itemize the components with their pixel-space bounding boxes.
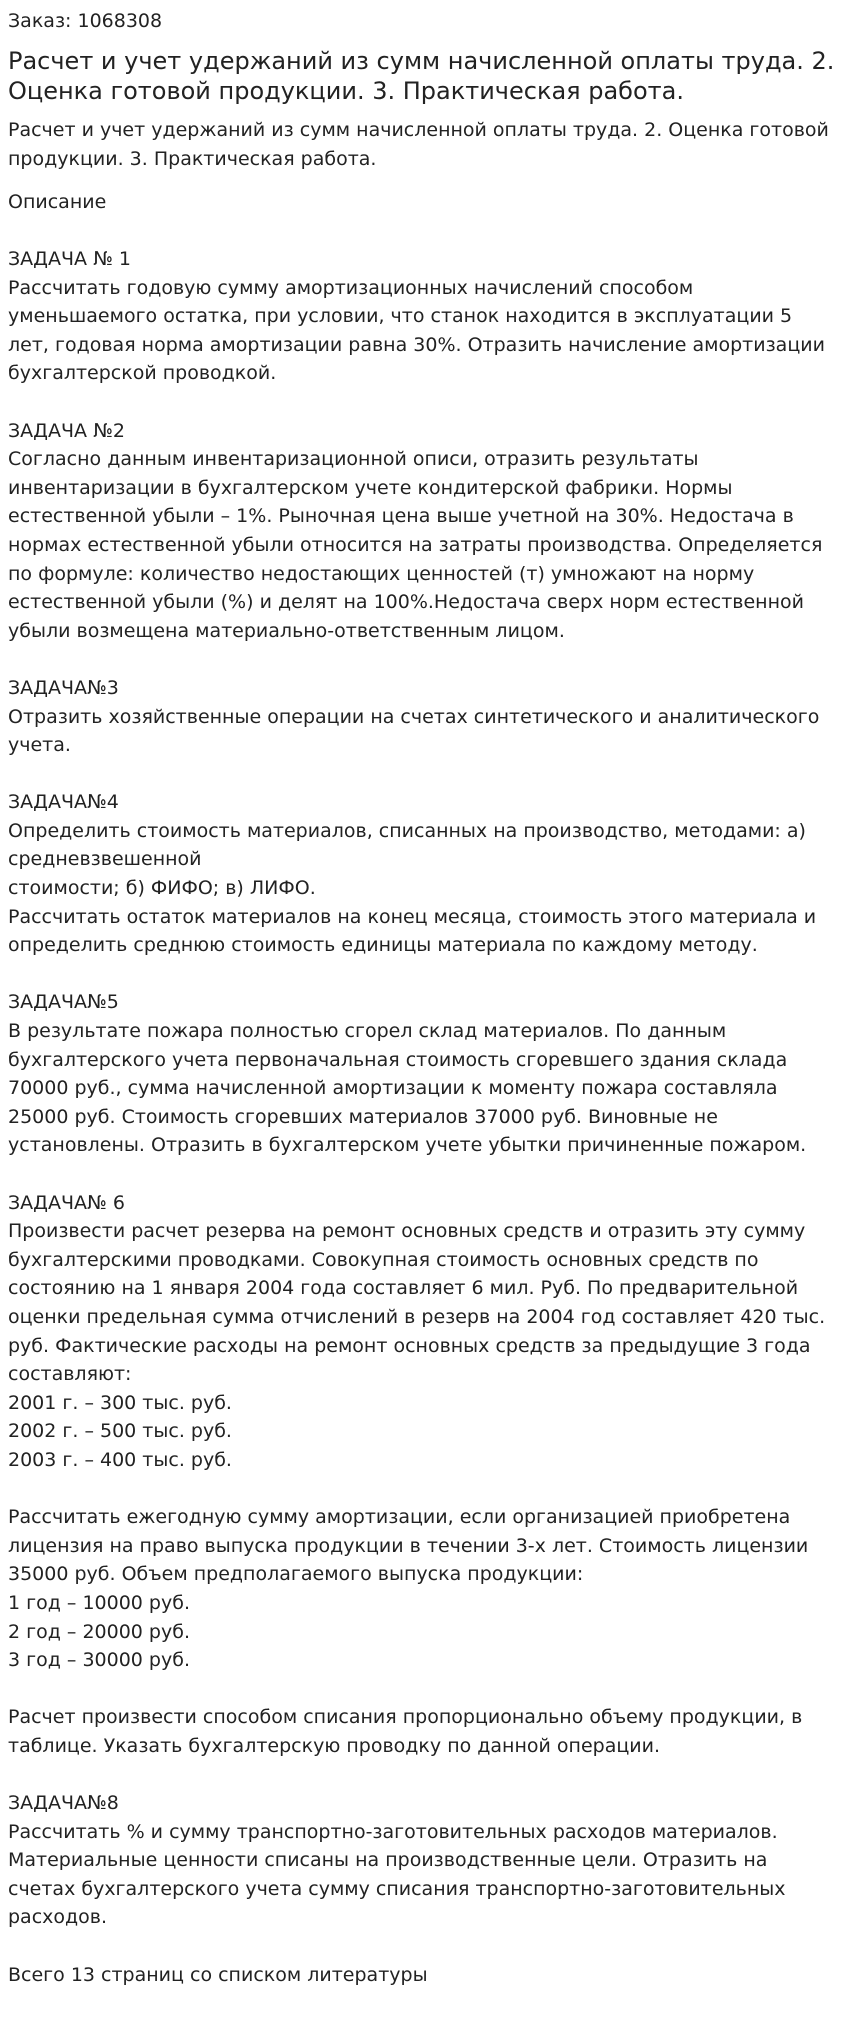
- page-title: Расчет и учет удержаний из сумм начисленной оплаты труда. 2. Оценка готовой продукции. 3. Практическая работа.: [8, 47, 835, 105]
- description-body: ЗАДАЧА № 1 Рассчитать годовую сумму амортизационных начислений способом уменьшаемого остатка, при условии, что станок находится в эксплуатации 5 лет, годовая норма амортизации равна 30%. Отразить начисление амортизации бухгалтерской проводкой. ЗАДАЧА №2 Согласно данным инвентаризационной описи, отразить результаты инвентаризации в бухгалтерском учете кондитерской фабрики. Нормы естественной убыли – 1%. Рыночная цена выше учетной на 30%. Недостача в нормах естественной убыли относится на затраты производства. Определяется по формуле: количество недостающих ценностей (т) умножают на норму естественной убыли (%) и делят на 100%.Недостача сверх норм естественной убыли возмещена материально-ответственным лицом. ЗАДАЧА№3 Отразить хозяйственные операции на счетах синтетического и аналитического учета. ЗАДАЧА№4 Определить стоимость материалов, списанных на производство, методами: а) средневзвешенной стоимости; б) ФИФО; в) ЛИФО. Рассчитать остаток материалов на конец месяца, стоимость этого материала и определить среднюю стоимость единицы материала по каждому методу. ЗАДАЧА№5 В результате пожара полностью сгорел склад материалов. По данным бухгалтерского учета первоначальная стоимость сгоревшего здания склада 70000 руб., сумма начисленной амортизации к моменту пожара составляла 25000 руб. Стоимость сгоревших материалов 37000 руб. Виновные не установлены. Отразить в бухгалтерском учете убытки причиненные пожаром. ЗАДАЧА№ 6 Произвести расчет резерва на ремонт основных средств и отразить эту сумму бухгалтерскими проводками. Совокупная стоимость основных средств по состоянию на 1 января 2004 года составляет 6 мил. Руб. По предварительной оценки предельная сумма отчислений в резерв на 2004 год составляет 420 тыс. руб. Фактические расходы на ремонт основных средств за предыдущие 3 года составляют: 2001 г. – 300 тыс. руб. 2002 г. – 500 тыс. руб. 2003 г. – 400 тыс. руб. Рассчитать ежегодную сумму амортизации, если организацией приобретена лицензия на право выпуска продукции в течении 3-х лет. Стоимость лицензии 35000 руб. Объем предполагаемого выпуска продукции: 1 год – 10000 руб. 2 год – 20000 руб. 3 год – 30000 руб. Расчет произвести способом списания пропорционально объему продукции, в таблице. Указать бухгалтерскую проводку по данной операции. ЗАДАЧА№8 Рассчитать % и сумму транспортно-заготовительных расходов материалов. Материальные ценности списаны на производственные цели. Отразить на счетах бухгалтерского учета сумму списания транспортно-заготовительных расходов. Всего 13 страниц со списком литературы: [8, 248, 826, 1986]
- page-subtitle: Расчет и учет удержаний из сумм начисленной оплаты труда. 2. Оценка готовой продукции. 3. Практическая работа.: [8, 119, 829, 170]
- description-heading: Описание: [8, 191, 107, 213]
- order-number: Заказ: 1068308: [8, 10, 163, 32]
